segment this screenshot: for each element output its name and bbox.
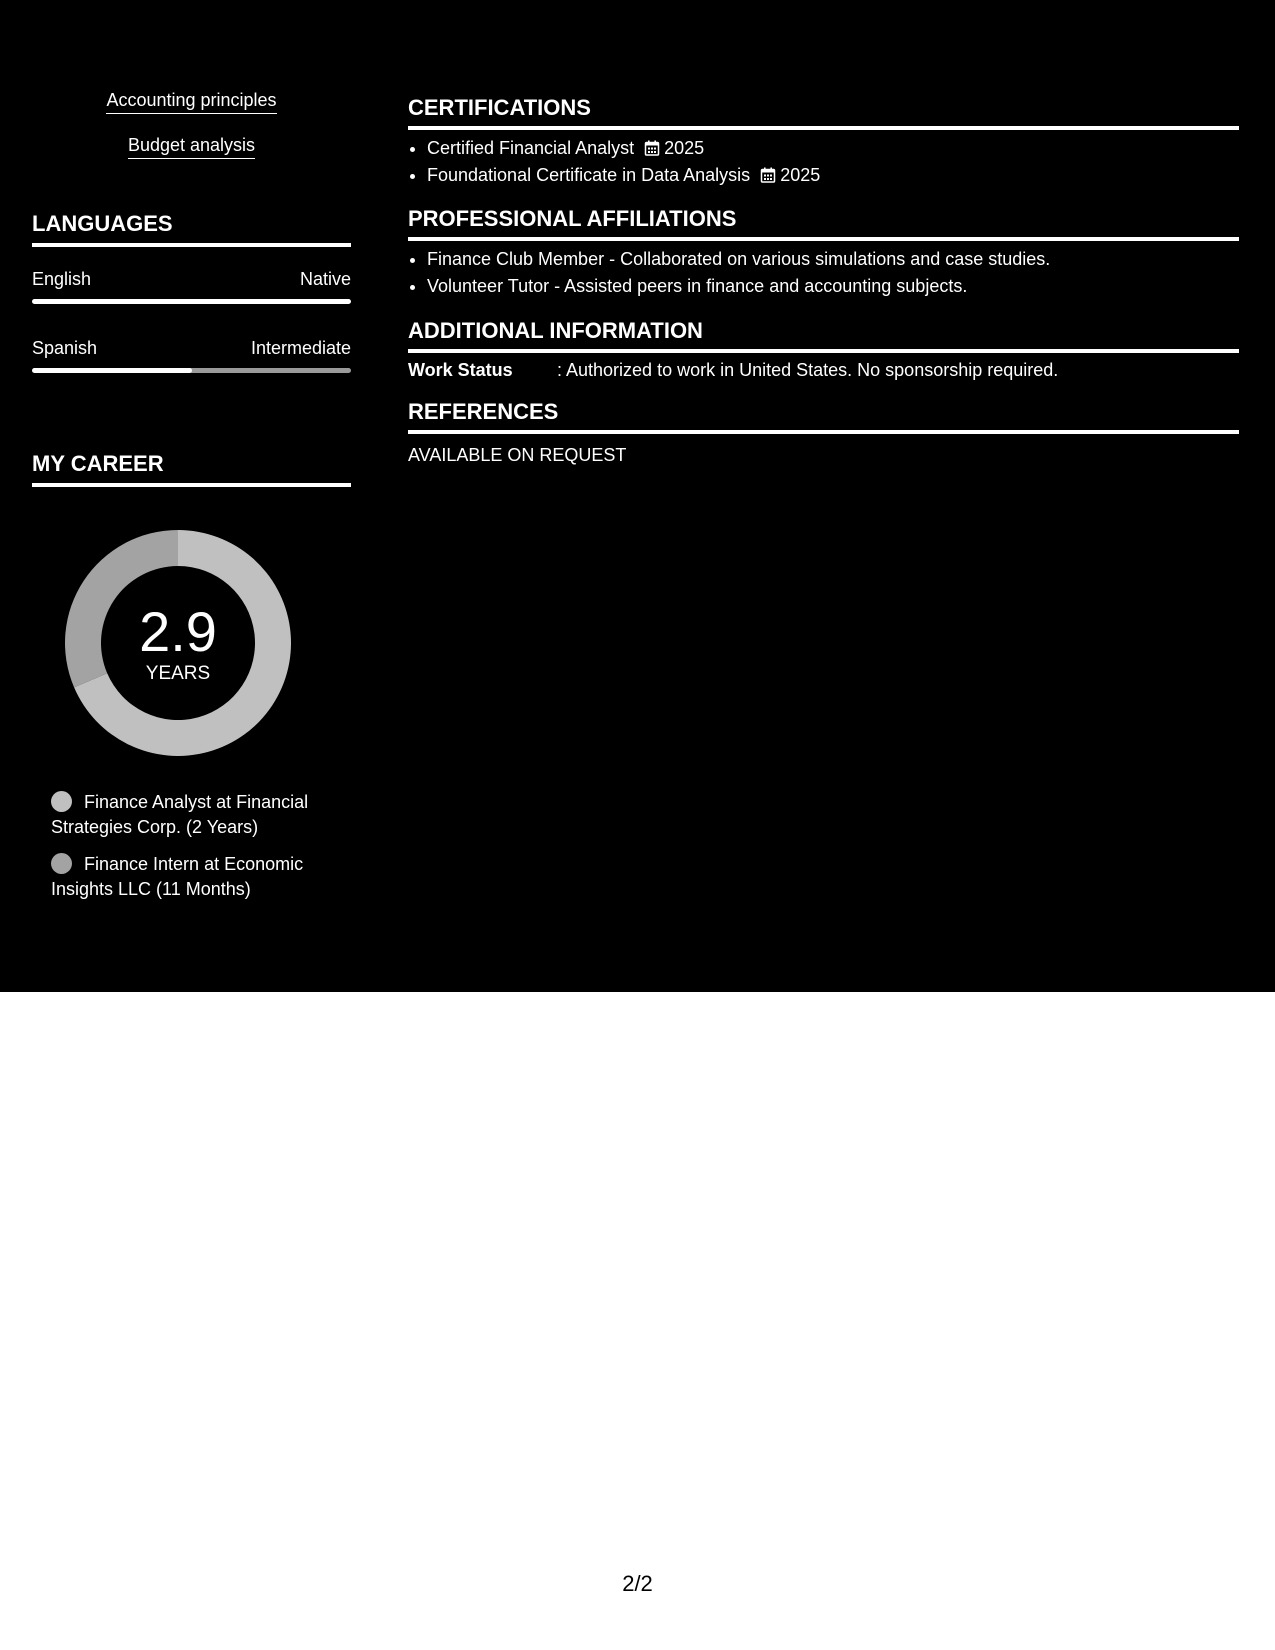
language-row-english [32,268,351,290]
career-heading: MY CAREER [32,451,351,487]
languages-heading: LANGUAGES [32,211,351,247]
language-proficiency-bar [32,299,351,304]
career-legend-item [51,852,341,902]
certifications-heading: CERTIFICATIONS [408,95,1239,130]
legend-label: Finance Analyst at Financial Strategies Corp. (2 Years) [51,792,309,837]
certifications-list [408,135,1239,189]
career-total-unit: YEARS [145,663,211,684]
career-total-value: 2.9 [139,600,217,663]
references-heading: REFERENCES [408,399,1239,434]
certification-year: 2025 [780,165,821,185]
additional-info-heading: ADDITIONAL INFORMATION [408,318,1239,353]
certification-year: 2025 [664,138,705,158]
work-status-value: : Authorized to work in United States. No sponsorship required. [557,360,1059,380]
skill-item: Budget analysis [32,134,351,159]
page-number: 2/2 [622,1571,653,1596]
legend-dot [51,791,72,812]
references-text: AVAILABLE ON REQUEST [408,445,627,465]
skill-item: Accounting principles [32,89,351,114]
language-proficiency-fill [32,368,192,373]
affiliation-item: • Finance Club Member - Collaborated on various simulations and case studies. [427,246,1239,273]
language-row-spanish [32,337,351,359]
certification-item: • Foundational Certificate in Data Analysis 2025 [427,162,1239,189]
work-status-label: Work Status [408,360,513,380]
career-legend-item [51,790,341,840]
career-donut-chart [65,530,291,756]
language-proficiency-fill [32,299,351,304]
legend-dot [51,853,72,874]
certification-item: • Certified Financial Analyst 2025 [427,135,1239,162]
language-level: Native [299,269,351,289]
language-name: English [32,269,92,289]
language-level: Intermediate [250,338,351,358]
affiliation-item: • Volunteer Tutor - Assisted peers in finance and accounting subjects. [427,273,1239,300]
language-proficiency-bar [32,368,351,373]
affiliations-heading: PROFESSIONAL AFFILIATIONS [408,206,1239,241]
calendar-icon [644,140,660,156]
calendar-icon [760,167,776,183]
legend-label: Finance Intern at Economic Insights LLC (11 Months) [51,854,304,899]
affiliations-list [408,246,1239,300]
language-name: Spanish [32,338,98,358]
